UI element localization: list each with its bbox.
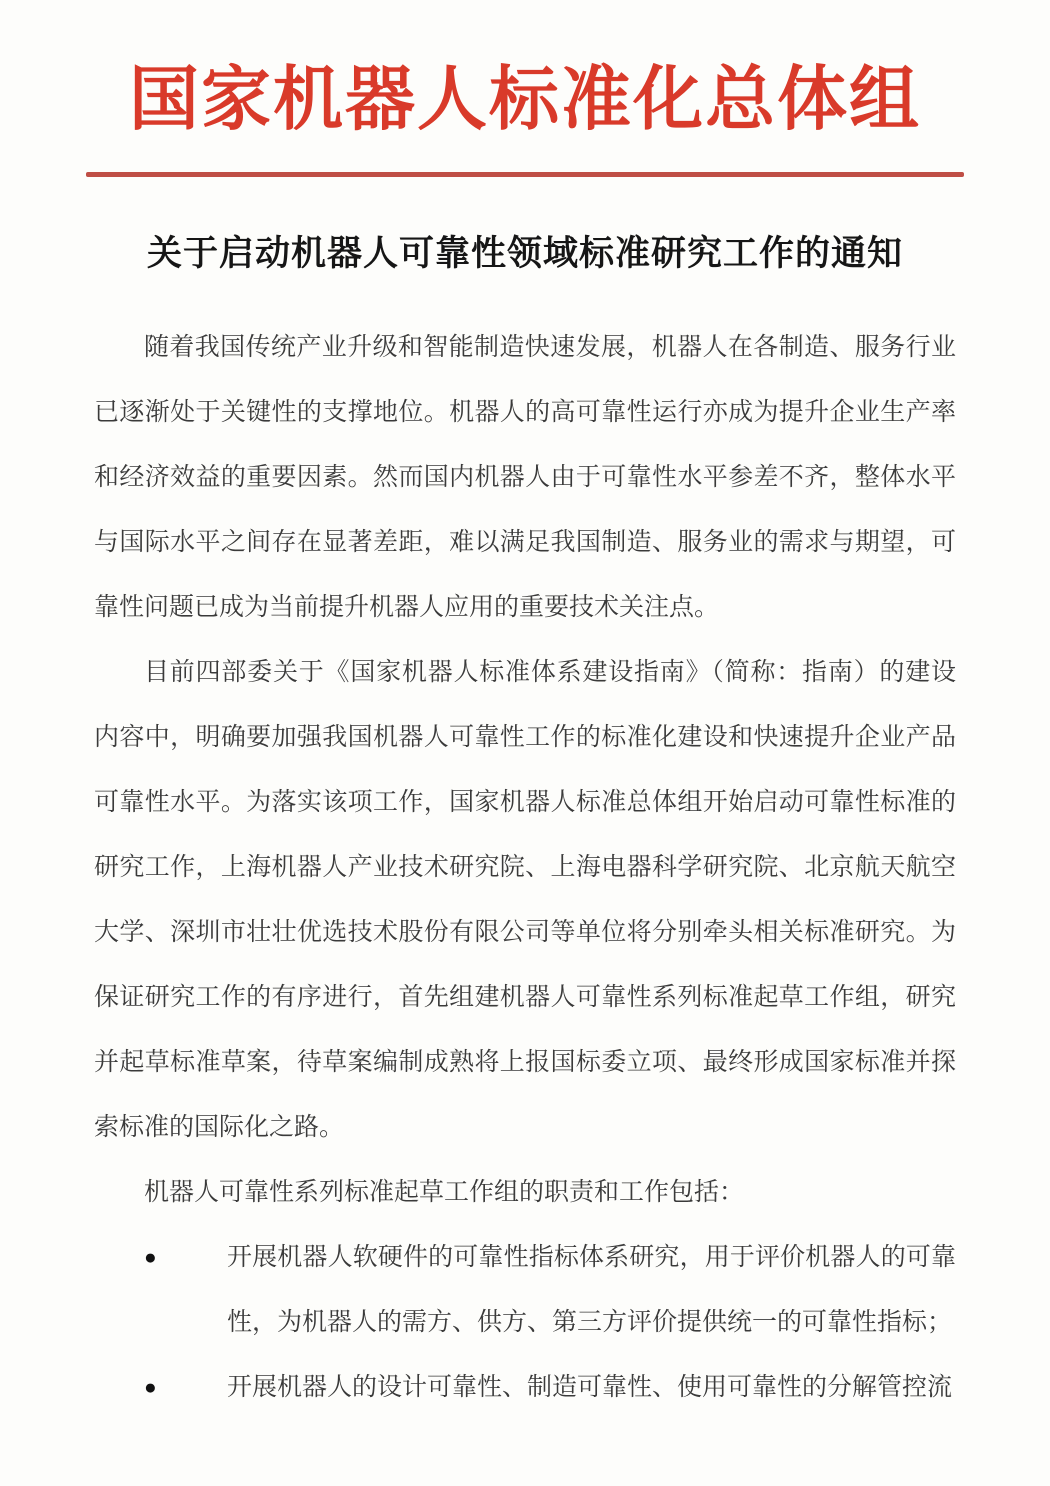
letterhead: [0, 0, 1050, 177]
list-item: [94, 1355, 956, 1420]
duties-list: [94, 1225, 956, 1420]
notice-body: [0, 233, 1050, 1420]
paragraph-background: 随着我国传统产业升级和智能制造快速发展，机器人在各制造、服务行业已逐渐处于关键性的支撑地位。机器人的高可靠性运行亦成为提升企业生产率和经济效益的重要因素。然而国内机器人由于可靠性水平参差不齐，整体水平与国际水平之间存在显著差距，难以满足我国制造、服务业的需求与期望，可靠性问题已成为当前提升机器人应用的重要技术关注点。: [94, 334, 956, 622]
bullet-text: 开展机器人的设计可靠性、制造可靠性、使用可靠性的分解管控流: [227, 1374, 953, 1402]
bullet-icon: ●: [144, 1245, 157, 1270]
list-item: [94, 1225, 956, 1355]
paragraph-plan: 目前四部委关于《国家机器人标准体系建设指南》（简称：指南）的建设内容中，明确要加强我国机器人可靠性工作的标准化建设和快速提升企业产品可靠性水平。为落实该项工作，国家机器人标准总体组开始启动可靠性标准的研究工作，上海机器人产业技术研究院、上海电器科学研究院、北京航天航空大学、深圳市壮壮优选技术股份有限公司等单位将分别牵头相关标准研究。为保证研究工作的有序进行，首先组建机器人可靠性系列标准起草工作组，研究并起草标准草案，待草案编制成熟将上报国标委立项、最终形成国家标准并探索标准的国际化之路。: [94, 659, 956, 1142]
notice-text-block: [94, 315, 956, 1420]
paragraph-duties-intro: 机器人可靠性系列标准起草工作组的职责和工作包括：: [144, 1179, 745, 1207]
bullet-icon: ●: [144, 1375, 157, 1400]
bullet-text: 开展机器人软硬件的可靠性指标体系研究，用于评价机器人的可靠性，为机器人的需方、供方、第三方评价提供统一的可靠性指标；: [227, 1244, 956, 1337]
letterhead-title: 国家机器人标准化总体组: [129, 62, 921, 139]
letterhead-divider: [86, 172, 964, 177]
notice-title: 关于启动机器人可靠性领域标准研究工作的通知: [146, 234, 903, 274]
